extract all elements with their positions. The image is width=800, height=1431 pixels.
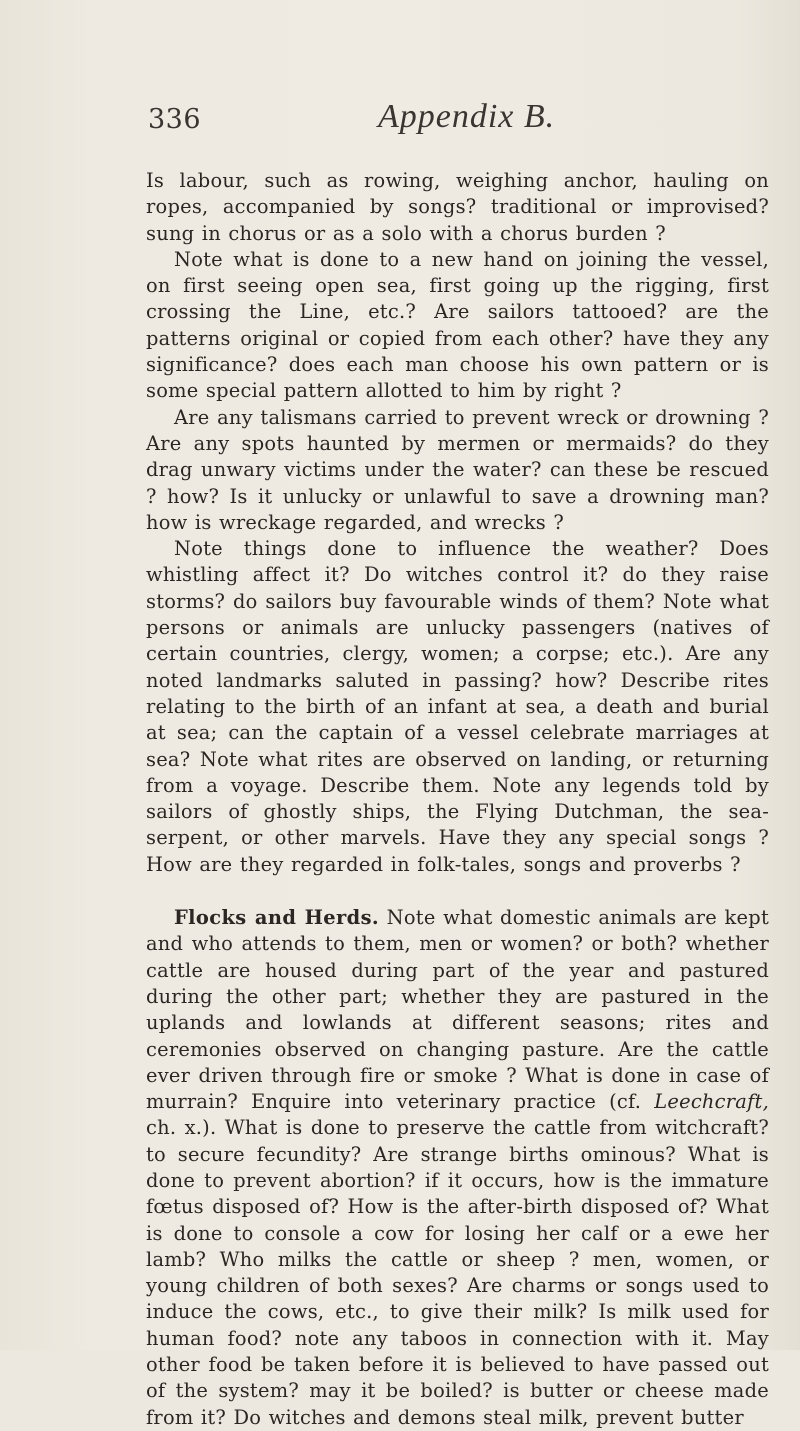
italic-reference: Leechcraft, [654,1090,769,1114]
paragraph-labour-songs: Is labour, such as rowing, weighing anchor, hauling on ropes, accompanied by songs? traditional or improvised? sung in chorus or as a solo with a chorus burden ? [146,169,769,245]
paragraph-talismans: Are any talismans carried to prevent wreck or drowning ? Are any spots haunted by mermen or mermaids? do they drag unwary victims under the water? can these be rescued ? how? Is it unlucky or unlawful to save a drowning man? how is wreckage regarded, and wrecks ? [146,405,769,534]
section-heading: Flocks and Herds. [174,906,380,930]
paragraph-flocks-and-herds [146,905,769,1431]
section-text-part1: Note what domestic animals are kept and who attends to them, men or women? or both? whether cattle are housed during part of the year and pastured during the other part; whether they are pastured in the uplands and lowlands at different seasons; rites and ceremonies observed on changing pasture. Are the cattle ever driven through fire or smoke ? What is done in case of murrain? Enquire into veterinary practice (cf. [146,906,769,1114]
section-gap [146,878,769,905]
page-header [148,98,708,144]
body-text [146,168,769,1431]
paragraph-new-hand: Note what is done to a new hand on joining the vessel, on first seeing open sea, first going up the rigging, first crossing the Line, etc.? Are sailors tattooed? are the patterns original or copied from each other? have they any significance? does each man choose his own pattern or is some special pattern allotted to him by right ? [146,247,769,403]
section-text-part2: ch. x.). What is done to preserve the cattle from witchcraft? to secure fecundity? Are strange births ominous? What is done to prevent abortion? if it occurs, how is the immature fœtus disposed of? How is the after-birth disposed of? What is done to console a cow for losing her calf or a ewe her lamb? Who milks the cattle or sheep ? men, women, or young children of both sexes? Are charms or songs used to induce the cows, etc., to give their milk? Is milk used for human food? note any taboos in connection with it. May other food be taken before it is believed to have passed out of the system? may it be boiled? is butter or cheese made from it? Do witches and demons steal milk, prevent butter [146,1116,769,1429]
paragraph-weather: Note things done to influence the weather? Does whistling affect it? Do witches control it? do they raise storms? do sailors buy favourable winds of them? Note what persons or animals are unlucky passengers (natives of certain countries, clergy, women; a corpse; etc.). Are any noted landmarks saluted in passing? how? Describe rites relating to the birth of an infant at sea, a death and burial at sea; can the captain of a vessel celebrate marriages at sea? Note what rites are observed on landing, or returning from a voyage. Describe them. Note any legends told by sailors of ghostly ships, the Flying Dutchman, the sea-serpent, or other marvels. Have they any special songs ? How are they regarded in folk-tales, songs and proverbs ? [146,537,769,876]
page-number: 336 [148,104,202,135]
running-head: Appendix B. [378,98,556,135]
